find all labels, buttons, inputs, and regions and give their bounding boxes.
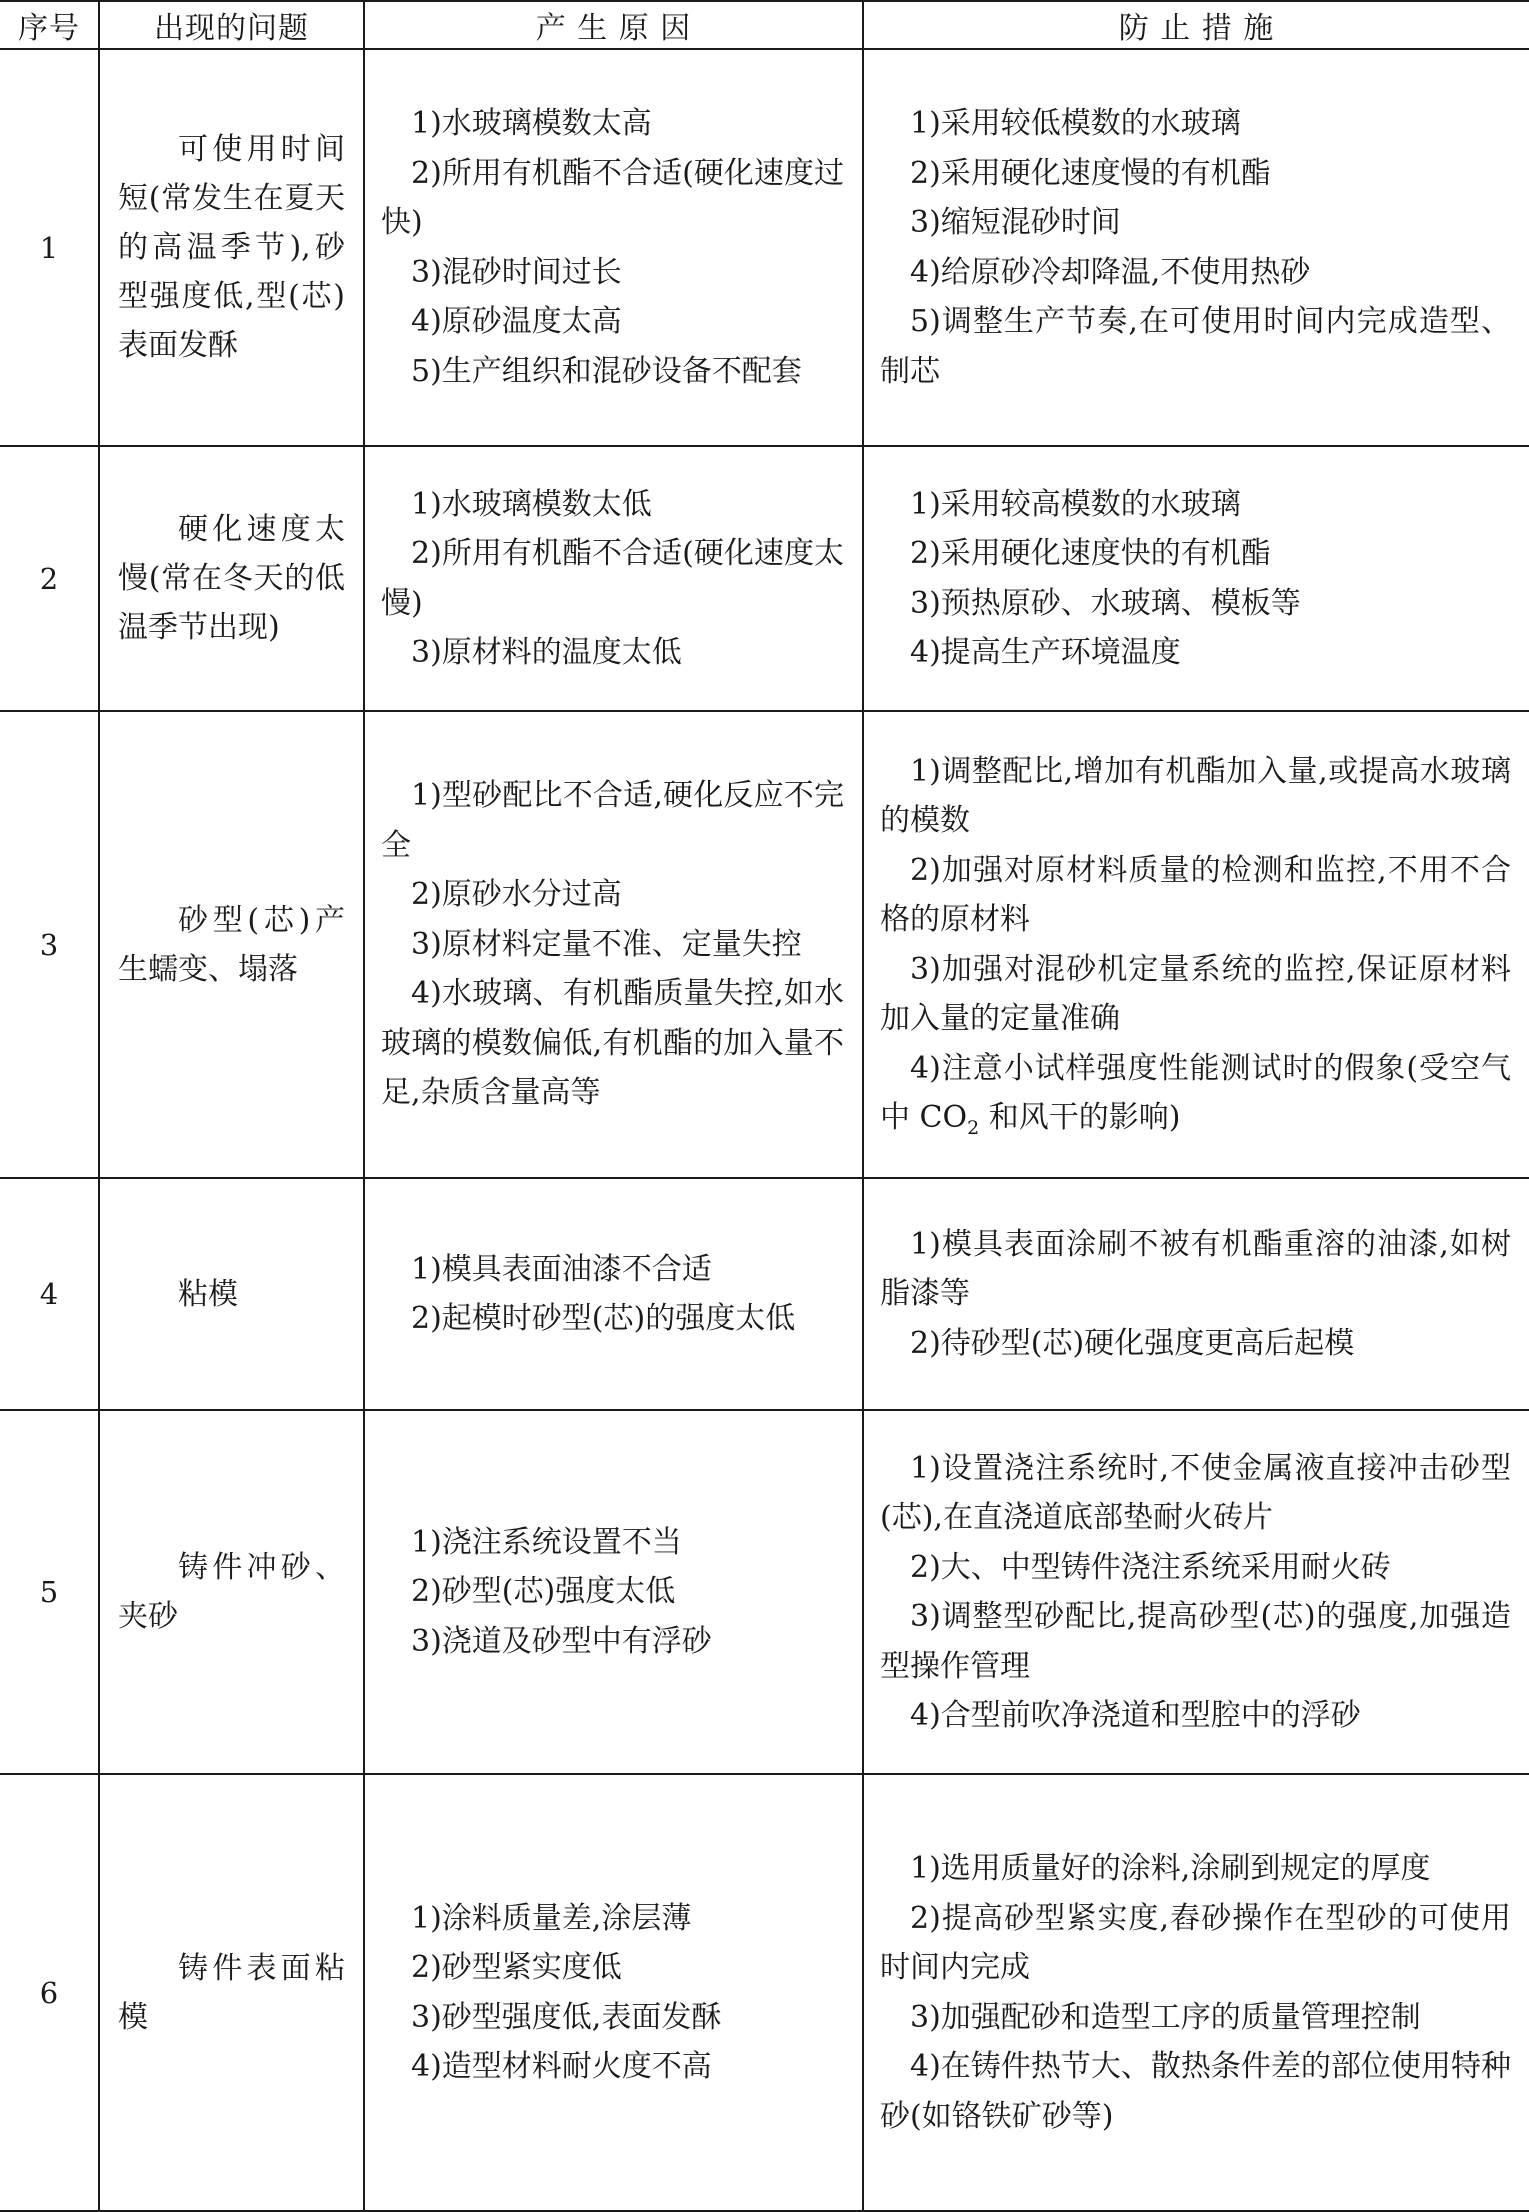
row-number: 4 — [0, 1178, 99, 1410]
cause-item: 2)原砂水分过高 — [411, 877, 622, 913]
problem-cell — [99, 49, 364, 446]
problem-text: 可使用时间短(常发生在夏天的高温季节),砂型强度低,型(芯)表面发酥 — [118, 132, 345, 363]
measure-item: 1)采用较高模数的水玻璃 — [910, 486, 1241, 522]
cause-item: 3)砂型强度低,表面发酥 — [411, 1999, 722, 2035]
row-number: 5 — [0, 1410, 99, 1774]
cause-cell — [364, 1178, 863, 1410]
header-cause: 产 生 原 因 — [364, 1, 863, 49]
cause-cell — [364, 446, 863, 711]
measure-item: 3)加强对混砂机定量系统的监控,保证原材料加入量的定量准确 — [880, 951, 1511, 1036]
cause-item: 1)模具表面油漆不合适 — [411, 1251, 712, 1287]
cause-cell — [364, 49, 863, 446]
measure-cell — [863, 1774, 1529, 2211]
measure-item — [880, 1044, 1511, 1143]
cause-item: 1)涂料质量差,涂层薄 — [411, 1900, 692, 1936]
measure-item: 1)设置浇注系统时,不使金属液直接冲击砂型(芯),在直浇道底部垫耐火砖片 — [880, 1450, 1511, 1535]
subscript: 2 — [967, 1117, 980, 1139]
measure-item: 4)给原砂冷却降温,不使用热砂 — [910, 254, 1311, 290]
measure-item: 1)选用质量好的涂料,涂刷到规定的厚度 — [910, 1851, 1431, 1886]
problem-cell — [99, 1178, 364, 1410]
measure-item: 1)调整配比,增加有机酯加入量,或提高水玻璃的模数 — [880, 753, 1511, 838]
cause-item: 2)所用有机酯不合适(硬化速度过快) — [381, 155, 844, 240]
measure-item: 4)合型前吹净浇道和型腔中的浮砂 — [910, 1698, 1361, 1733]
measure-item: 2)采用硬化速度快的有机酯 — [910, 536, 1271, 571]
cause-item: 4)原砂温度太高 — [411, 304, 622, 339]
cause-item: 3)原材料的温度太低 — [411, 635, 682, 670]
cause-cell — [364, 711, 863, 1178]
problem-cell — [99, 446, 364, 711]
problem-cell — [99, 1410, 364, 1774]
cause-item: 3)浇道及砂型中有浮砂 — [411, 1623, 712, 1659]
problem-text: 硬化速度太慢(常在冬天的低温季节出现) — [118, 512, 345, 645]
cause-item: 3)混砂时间过长 — [411, 254, 622, 290]
measure-cell — [863, 711, 1529, 1178]
measure-item: 5)调整生产节奏,在可使用时间内完成造型、制芯 — [880, 304, 1511, 389]
cause-item: 1)水玻璃模数太高 — [411, 106, 652, 141]
header-row — [0, 1, 1529, 49]
row-number: 3 — [0, 711, 99, 1178]
measure-item: 3)加强配砂和造型工序的质量管理控制 — [910, 1999, 1421, 2035]
measure-text: 4)注意小试样强度性能测试时的假象(受空气中 CO — [880, 1050, 1511, 1135]
cause-item: 1)型砂配比不合适,硬化反应不完全 — [381, 778, 844, 863]
measure-cell — [863, 1410, 1529, 1774]
measure-item: 2)提高砂型紧实度,舂砂操作在型砂的可使用时间内完成 — [880, 1900, 1511, 1985]
header-measure: 防 止 措 施 — [863, 1, 1529, 49]
table-row — [0, 711, 1529, 1178]
row-number: 2 — [0, 446, 99, 711]
measure-item: 1)模具表面涂刷不被有机酯重溶的油漆,如树脂漆等 — [880, 1226, 1511, 1312]
cause-item: 1)水玻璃模数太低 — [411, 486, 652, 522]
problem-text: 粘模 — [178, 1276, 238, 1312]
measure-cell — [863, 49, 1529, 446]
table-row — [0, 1178, 1529, 1410]
problem-text: 砂型(芯)产生蠕变、塌落 — [118, 902, 345, 987]
cause-item: 4)造型材料耐火度不高 — [411, 2049, 712, 2084]
row-number: 6 — [0, 1774, 99, 2211]
header-no: 序号 — [0, 1, 99, 49]
cause-item: 2)起模时砂型(芯)的强度太低 — [411, 1301, 796, 1336]
measure-item: 2)加强对原材料质量的检测和监控,不用不合格的原材料 — [880, 852, 1511, 937]
measure-item: 4)提高生产环境温度 — [910, 635, 1181, 670]
measure-item: 4)在铸件热节大、散热条件差的部位使用特种砂(如铬铁矿砂等) — [880, 2049, 1511, 2134]
cause-item: 4)水玻璃、有机酯质量失控,如水玻璃的模数偏低,有机酯的加入量不足,杂质含量高等 — [381, 976, 844, 1111]
table-row — [0, 1774, 1529, 2211]
measure-item: 2)待砂型(芯)硬化强度更高后起模 — [910, 1325, 1355, 1361]
measure-item: 2)大、中型铸件浇注系统采用耐火砖 — [910, 1549, 1391, 1585]
measure-text: 和风干的影响) — [979, 1100, 1181, 1135]
measure-item: 3)预热原砂、水玻璃、模板等 — [910, 585, 1301, 621]
cause-item: 2)砂型紧实度低 — [411, 1950, 622, 1985]
cause-cell — [364, 1410, 863, 1774]
cause-item: 2)砂型(芯)强度太低 — [411, 1574, 676, 1610]
problem-cell — [99, 711, 364, 1178]
measure-cell — [863, 446, 1529, 711]
measure-item: 3)缩短混砂时间 — [910, 205, 1121, 240]
measure-item: 3)调整型砂配比,提高砂型(芯)的强度,加强造型操作管理 — [880, 1599, 1511, 1684]
row-number: 1 — [0, 49, 99, 446]
table-row — [0, 1410, 1529, 1774]
problem-text: 铸件冲砂、夹砂 — [118, 1550, 345, 1634]
table-row — [0, 49, 1529, 446]
cause-item: 3)原材料定量不准、定量失控 — [411, 926, 802, 962]
table-row — [0, 446, 1529, 711]
header-problem: 出现的问题 — [99, 1, 364, 49]
measure-item: 1)采用较低模数的水玻璃 — [910, 106, 1241, 141]
measure-cell — [863, 1178, 1529, 1410]
cause-cell — [364, 1774, 863, 2211]
cause-item: 5)生产组织和混砂设备不配套 — [411, 353, 802, 389]
measure-item: 2)采用硬化速度慢的有机酯 — [910, 155, 1271, 191]
cause-item: 1)浇注系统设置不当 — [411, 1524, 682, 1560]
problem-cell — [99, 1774, 364, 2211]
cause-item: 2)所用有机酯不合适(硬化速度太慢) — [381, 536, 844, 621]
problem-text: 铸件表面粘模 — [118, 1950, 345, 2035]
